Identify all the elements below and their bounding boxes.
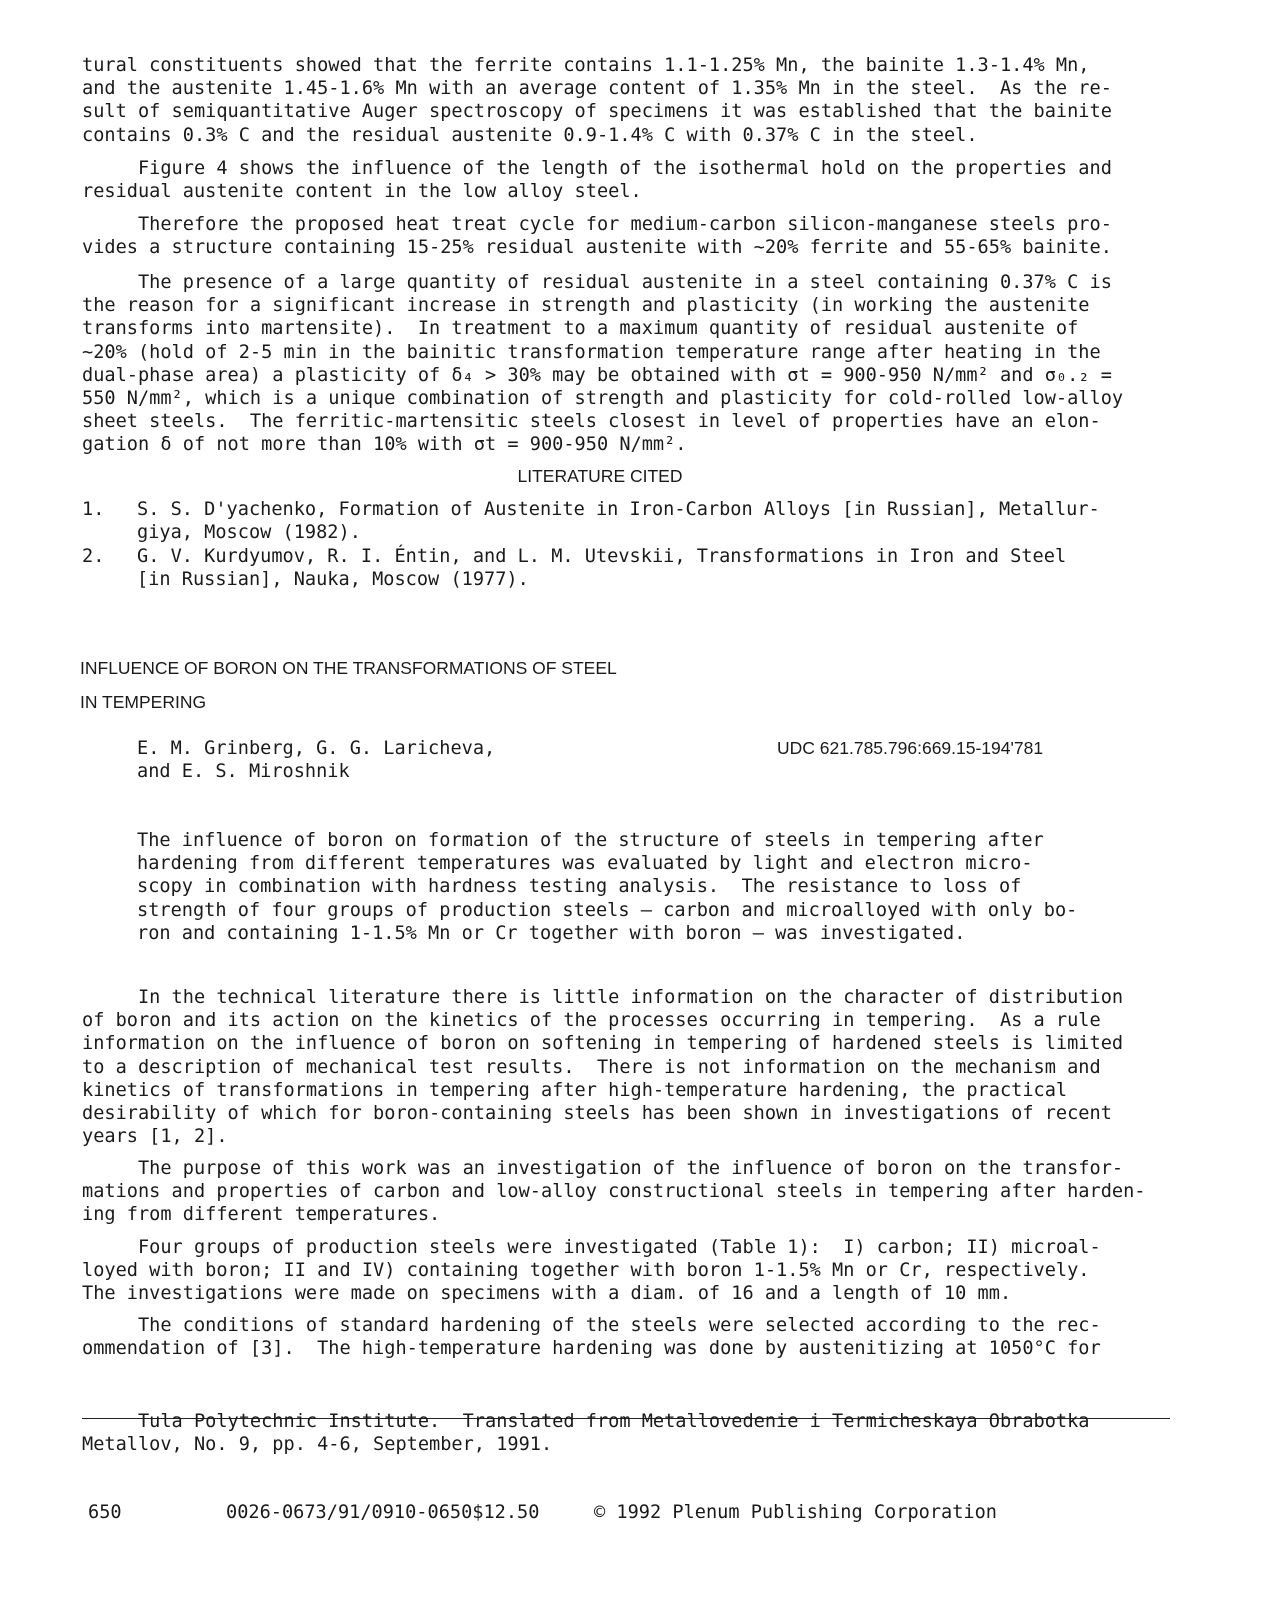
reference-item: G. V. Kurdyumov, R. I. Éntin, and L. M. Utevskii, Transformations in Iron and Steel [in Russian], Nauka, Moscow (1977). bbox=[137, 546, 1067, 591]
literature-heading: LITERATURE CITED bbox=[517, 466, 683, 486]
article-title-line2: IN TEMPERING bbox=[80, 692, 207, 712]
body-paragraph: Figure 4 shows the influence of the length of the isothermal hold on the properties and residual austenite content in the low alloy steel. bbox=[82, 158, 1112, 203]
udc-code: UDC 621.785.796:669.15-194'781 bbox=[777, 738, 1044, 758]
body-paragraph: tural constituents showed that the ferrite contains 1.1-1.25% Mn, the bainite 1.3-1.4% Mn, and the austenite 1.45-1.6% Mn with an average content of 1.35% Mn in the steel. As the re- sult of semiquantitative Auger spectroscopy of specimens it was established that the bainite contains 0.3% C and the residual austenite 0.9-1.4% C with 0.37% C in the steel. bbox=[82, 55, 1112, 146]
body-paragraph: The conditions of standard hardening of the steels were selected according to the rec- ommendation of [3]. The high-temperature hardening was done by austenitizing at 1050°C for bbox=[82, 1315, 1101, 1360]
reference-number: 2. bbox=[82, 546, 105, 567]
reference-item: S. S. D'yachenko, Formation of Austenite in Iron-Carbon Alloys [in Russian], Metallur- giya, Moscow (1982). bbox=[137, 499, 1100, 544]
body-paragraph: The presence of a large quantity of residual austenite in a steel containing 0.37% C is the reason for a significant increase in strength and plasticity (in working the austenite transforms into martensite). In treatment to a maximum quantity of residual austenite of ~20% (hold of 2-5 min in the bainitic transformation temperature range after heating in the dual-phase area) a plasticity of δ₄ > 30% may be obtained with σt = 900-950 N/mm² and σ₀.₂ = 550 N/mm², which is a unique combination of strength and plasticity for cold-rolled low-alloy sheet steels. The ferritic-martensitic steels closest in level of properties have an elon- gation δ of not more than 10% with σt = 900-950 N/mm². bbox=[82, 272, 1124, 456]
copyright: © 1992 Plenum Publishing Corporation bbox=[594, 1502, 997, 1523]
abstract: The influence of boron on formation of the structure of steels in tempering after hardening from different temperatures was evaluated by light and electron micro- scopy in combination with hardness testing analysis. The resistance to loss of strength of four groups of production steels — carbon and microalloyed with only bo- ron and containing 1-1.5% Mn or Cr together with boron — was investigated. bbox=[137, 830, 1078, 944]
body-paragraph: In the technical literature there is little information on the character of distribution of boron and its action on the kinetics of the processes occurring in tempering. As a rule information on the influence of boron on softening in tempering of hardened steels is limited to a description of mechanical test results. There is not information on the mechanism and kinetics of transformations in tempering after high-temperature hardening, the practical desirability of which for boron-containing steels has been shown in investigations of recent years [1, 2]. bbox=[82, 987, 1124, 1148]
publication-code: 0026-0673/91/0910-0650$12.50 bbox=[226, 1502, 540, 1523]
authors: E. M. Grinberg, G. G. Laricheva, and E. S. Miroshnik bbox=[137, 738, 496, 783]
body-paragraph: Four groups of production steels were investigated (Table 1): I) carbon; II) microal- loyed with boron; II and IV) containing together with boron 1-1.5% Mn or Cr, respectively. The investigations were made on specimens with a diam. of 16 and a length of 10 mm. bbox=[82, 1237, 1101, 1305]
body-paragraph: Therefore the proposed heat treat cycle for medium-carbon silicon-manganese steels pro- vides a structure containing 15-25% residual austenite with ~20% ferrite and 55-65% bainite. bbox=[82, 214, 1112, 259]
reference-number: 1. bbox=[82, 499, 105, 520]
footnote: Tula Polytechnic Institute. Translated from Metallovedenie i Termicheskaya Obrabotka Metallov, No. 9, pp. 4-6, September, 1991. bbox=[82, 1411, 1090, 1456]
body-paragraph: The purpose of this work was an investigation of the influence of boron on the transfor- mations and properties of carbon and low-alloy constructional steels in tempering after harden- ing from different temperatures. bbox=[82, 1158, 1146, 1226]
page-number: 650 bbox=[88, 1502, 122, 1523]
article-title-line1: INFLUENCE OF BORON ON THE TRANSFORMATIONS OF STEEL bbox=[80, 658, 617, 678]
